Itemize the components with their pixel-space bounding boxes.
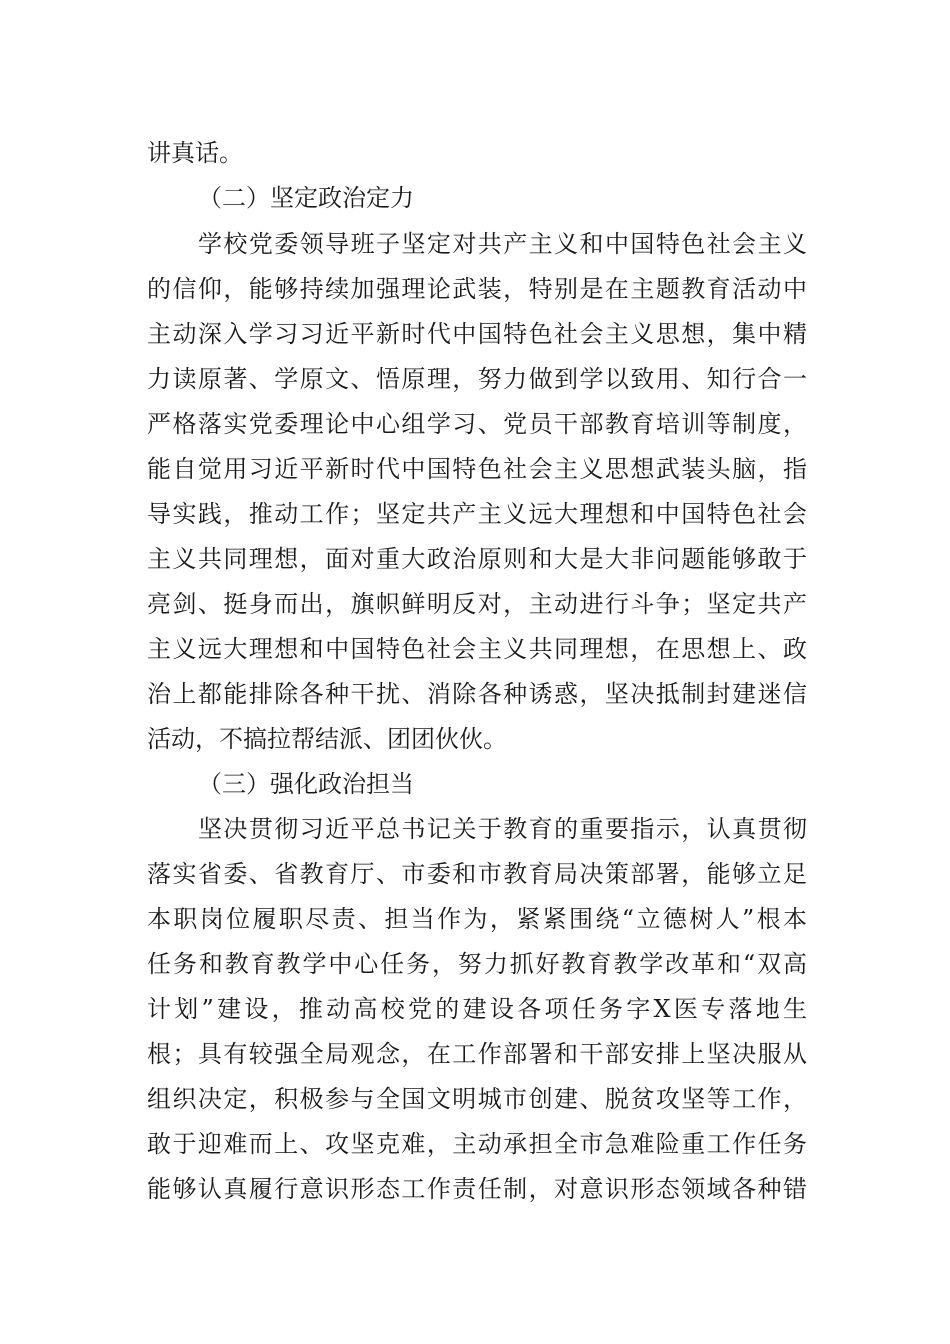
paragraph-line: 主义共同理想，面对重大政治原则和大是大非问题能够敢于 (147, 545, 807, 573)
paragraph-line: 导实践，推动工作；坚定共产主义远大理想和中国特色社会 (147, 500, 807, 528)
paragraph-line: 计划”建设，推动高校党的建设各项任务字X医专落地生 (147, 995, 807, 1023)
section-heading: （二）坚定政治定力 (198, 184, 414, 212)
paragraph-line: 亮剑、挺身而出，旗帜鲜明反对，主动进行斗争；坚定共产 (147, 590, 807, 618)
paragraph-line: 坚决贯彻习近平总书记关于教育的重要指示，认真贯彻 (198, 815, 807, 843)
paragraph-line: 主义远大理想和中国特色社会主义共同理想，在思想上、政 (147, 635, 807, 663)
paragraph-line: 能够认真履行意识形态工作责任制，对意识形态领域各种错 (147, 1175, 807, 1203)
paragraph-line: 严格落实党委理论中心组学习、党员干部教育培训等制度， (147, 410, 807, 438)
paragraph-line: 治上都能排除各种干扰、消除各种诱惑，坚决抵制封建迷信 (147, 680, 807, 708)
paragraph-line: 能自觉用习近平新时代中国特色社会主义思想武装头脑，指 (147, 455, 807, 483)
paragraph-line: 任务和教育教学中心任务，努力抓好教育教学改革和“双高 (147, 950, 807, 978)
section-heading: （三）强化政治担当 (198, 770, 414, 798)
paragraph-line: 的信仰，能够持续加强理论武装，特别是在主题教育活动中 (147, 275, 807, 303)
paragraph-line: 讲真话。 (147, 139, 243, 167)
paragraph-line: 敢于迎难而上、攻坚克难，主动承担全市急难险重工作任务 (147, 1130, 807, 1158)
paragraph-line: 本职岗位履职尽责、担当作为，紧紧围绕“立德树人”根本 (147, 905, 807, 933)
paragraph-line: 学校党委领导班子坚定对共产主义和中国特色社会主义 (198, 230, 807, 258)
paragraph-line: 根；具有较强全局观念，在工作部署和干部安排上坚决服从 (147, 1040, 807, 1068)
paragraph-line: 主动深入学习习近平新时代中国特色社会主义思想，集中精 (147, 320, 807, 348)
paragraph-line: 力读原著、学原文、悟原理，努力做到学以致用、知行合一 (147, 365, 807, 393)
paragraph-line: 落实省委、省教育厅、市委和市教育局决策部署，能够立足 (147, 860, 807, 888)
paragraph-line: 组织决定，积极参与全国文明城市创建、脱贫攻坚等工作， (147, 1085, 807, 1113)
paragraph-line: 活动，不搞拉帮结派、团团伙伙。 (147, 725, 507, 753)
